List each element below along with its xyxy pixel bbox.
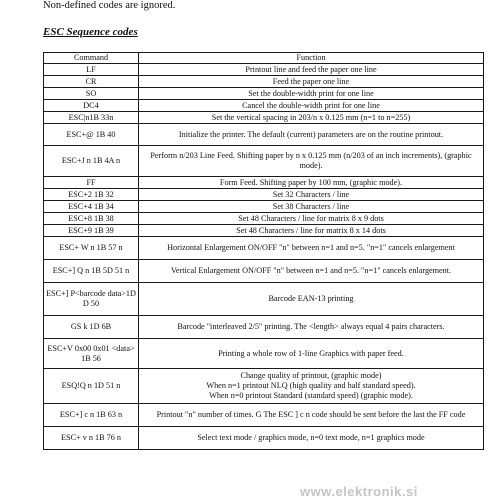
- command-cell: DC4: [44, 100, 139, 112]
- table-row: [44, 112, 484, 124]
- command-cell: ESC+J n 1B 4A n: [44, 146, 139, 177]
- function-cell: Horizontal Enlargement ON/OFF "n" between n=1 and n=5. "n=1" cancels enlargement: [139, 237, 484, 260]
- watermark: www.elektronik.si: [300, 484, 418, 499]
- command-cell: ESQ!Q n 1D 51 n: [44, 369, 139, 404]
- command-cell: ESC+@ 1B 40: [44, 124, 139, 146]
- function-cell: Perform n/203 Line Feed. Shifting paper by n x 0.125 mm (n/203 of an inch increments), (graphic mode).: [139, 146, 484, 177]
- table-row: [44, 404, 484, 427]
- function-cell: Barcode "interleaved 2/5" printing. The <length> always equal 4 pairs characters.: [139, 316, 484, 339]
- command-cell: ESC+ W n 1B 57 n: [44, 237, 139, 260]
- table-row: [44, 427, 484, 450]
- function-cell: Printout "n" number of times. G The ESC ] c n code should be sent before the last the FF code: [139, 404, 484, 427]
- function-cell: Form Feed. Shifting paper by 100 mm, (graphic mode).: [139, 177, 484, 189]
- function-cell: Set 32 Characters / line: [139, 189, 484, 201]
- command-cell: CR: [44, 76, 139, 88]
- table-row: [44, 189, 484, 201]
- function-cell: Feed the paper one line: [139, 76, 484, 88]
- table-row: [44, 213, 484, 225]
- function-cell: Change quality of printout, (graphic mode) When n=1 printout NLQ (high quality and half standard speed). When n=0 printout Standard (standard speed) (graphic mode).: [139, 369, 484, 404]
- command-cell: ESC+ v n 1B 76 n: [44, 427, 139, 450]
- table-row: [44, 339, 484, 369]
- function-cell: Printing a whole row of 1-line Graphics with paper feed.: [139, 339, 484, 369]
- command-column-header: Command: [44, 53, 139, 64]
- function-cell: Barcode EAN-13 printing: [139, 283, 484, 316]
- function-cell: Set 48 Characters / line for matrix 8 x 9 dots: [139, 213, 484, 225]
- table-row: [44, 64, 484, 76]
- table-row: [44, 146, 484, 177]
- command-cell: ESC+9 1B 39: [44, 225, 139, 237]
- command-cell: ESC+] Q n 1B 5D 51 n: [44, 260, 139, 283]
- table-row: [44, 100, 484, 112]
- function-cell: Set 48 Characters / line for matrix 8 x 14 dots: [139, 225, 484, 237]
- command-cell: LF: [44, 64, 139, 76]
- table-row: [44, 177, 484, 189]
- command-cell: ESC+2 1B 32: [44, 189, 139, 201]
- section-title: ESC Sequence codes: [43, 26, 138, 38]
- intro-text: Non-defined codes are ignored.: [43, 0, 176, 11]
- table-row: [44, 201, 484, 213]
- function-cell: Set the vertical spacing in 203/n x 0.125 mm (n=1 to n=255): [139, 112, 484, 124]
- table-header-row: [44, 53, 484, 64]
- function-cell: Vertical Enlargement ON/OFF "n" between n=1 and n=5. "n=1" cancels enlargement.: [139, 260, 484, 283]
- command-cell: ESC+] c n 1B 63 n: [44, 404, 139, 427]
- function-column-header: Function: [139, 53, 484, 64]
- table-row: [44, 283, 484, 316]
- command-cell: GS k 1D 6B: [44, 316, 139, 339]
- function-cell: Set 38 Characters / line: [139, 201, 484, 213]
- function-cell: Set the double-width print for one line: [139, 88, 484, 100]
- table-row: [44, 124, 484, 146]
- function-cell: Initialize the printer. The default (current) parameters are on the routine printout.: [139, 124, 484, 146]
- command-cell: ESC+8 1B 38: [44, 213, 139, 225]
- table-row: [44, 76, 484, 88]
- command-cell: ESC+V 0x00 0x01 <data> 1B 56: [44, 339, 139, 369]
- esc-codes-table: [43, 52, 484, 450]
- table-row: [44, 316, 484, 339]
- command-cell: ESC|n1B 33n: [44, 112, 139, 124]
- command-cell: ESC+] P<barcode data>1D D 50: [44, 283, 139, 316]
- table-row: [44, 237, 484, 260]
- function-cell: Cancel the double-width print for one line: [139, 100, 484, 112]
- table-row: [44, 369, 484, 404]
- function-cell: Select text mode / graphics mode, n=0 text mode, n=1 graphics mode: [139, 427, 484, 450]
- table-row: [44, 225, 484, 237]
- command-cell: FF: [44, 177, 139, 189]
- table-row: [44, 260, 484, 283]
- table-row: [44, 88, 484, 100]
- command-cell: SO: [44, 88, 139, 100]
- function-cell: Printout line and feed the paper one line: [139, 64, 484, 76]
- command-cell: ESC+4 1B 34: [44, 201, 139, 213]
